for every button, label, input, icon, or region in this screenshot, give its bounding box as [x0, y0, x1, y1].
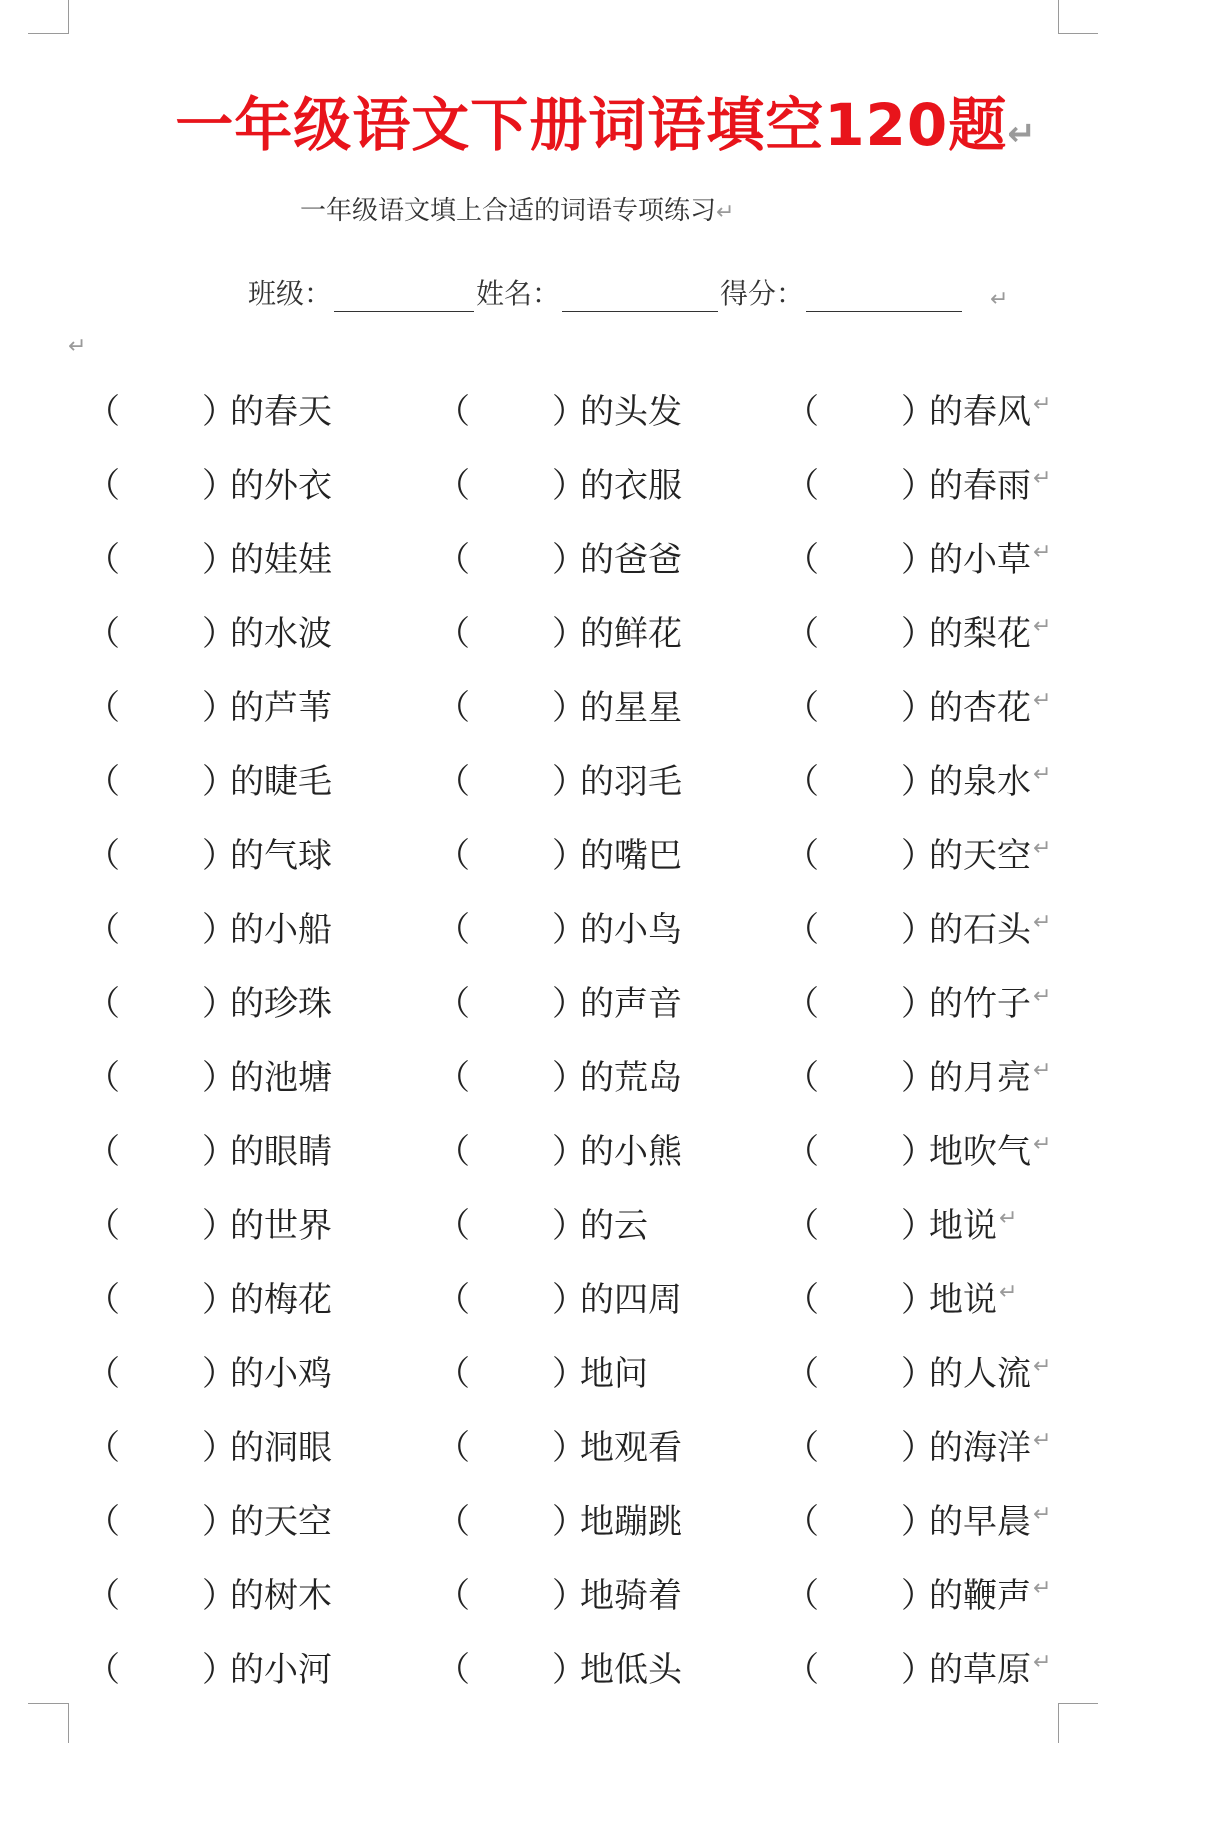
open-paren: （ — [86, 466, 120, 506]
crop-mark-top-right-h — [1058, 33, 1098, 34]
open-paren: （ — [436, 1132, 470, 1172]
target-word: 地蹦跳 — [580, 1502, 682, 1542]
target-word: 的云 — [580, 1206, 648, 1246]
target-word: 的池塘 — [230, 1058, 332, 1098]
paragraph-mark-icon: ↵ — [1033, 910, 1052, 935]
target-word: 地吹气 — [929, 1132, 1031, 1172]
target-word: 的小草 — [929, 540, 1031, 580]
target-word: 的草原 — [929, 1650, 1031, 1690]
target-word: 的珍珠 — [230, 984, 332, 1024]
target-word: 的芦苇 — [230, 688, 332, 728]
close-paren: ） — [901, 762, 935, 802]
target-word: 的春天 — [230, 392, 332, 432]
close-paren: ） — [202, 1280, 236, 1320]
close-paren: ） — [202, 1502, 236, 1542]
paragraph-mark-icon: ↵ — [1033, 1502, 1052, 1527]
target-word: 的四周 — [580, 1280, 682, 1320]
class-blank[interactable] — [334, 281, 474, 312]
close-paren: ） — [552, 910, 586, 950]
subtitle-text: 一年级语文填上合适的词语专项练习 — [300, 196, 717, 226]
open-paren: （ — [785, 392, 819, 432]
close-paren: ） — [901, 1206, 935, 1246]
paragraph-mark-icon: ↵ — [999, 1206, 1018, 1231]
open-paren: （ — [785, 466, 819, 506]
open-paren: （ — [436, 1206, 470, 1246]
open-paren: （ — [86, 1576, 120, 1616]
open-paren: （ — [785, 984, 819, 1024]
target-word: 的小船 — [230, 910, 332, 950]
target-word: 的衣服 — [580, 466, 682, 506]
open-paren: （ — [785, 1502, 819, 1542]
target-word: 的鲜花 — [580, 614, 682, 654]
close-paren: ） — [202, 762, 236, 802]
open-paren: （ — [436, 540, 470, 580]
open-paren: （ — [86, 1354, 120, 1394]
paragraph-mark-icon: ↵ — [1033, 1650, 1052, 1675]
close-paren: ） — [552, 1058, 586, 1098]
close-paren: ） — [202, 910, 236, 950]
close-paren: ） — [552, 1576, 586, 1616]
open-paren: （ — [436, 762, 470, 802]
paragraph-mark-icon: ↵ — [1033, 688, 1052, 713]
paragraph-mark-icon: ↵ — [999, 1280, 1018, 1305]
close-paren: ） — [901, 1502, 935, 1542]
close-paren: ） — [202, 836, 236, 876]
target-word: 的树木 — [230, 1576, 332, 1616]
crop-mark-bottom-left-h — [28, 1703, 68, 1704]
open-paren: （ — [86, 1280, 120, 1320]
open-paren: （ — [785, 910, 819, 950]
close-paren: ） — [552, 540, 586, 580]
crop-mark-bottom-right-h — [1058, 1703, 1098, 1704]
target-word: 地观看 — [580, 1428, 682, 1468]
open-paren: （ — [86, 762, 120, 802]
crop-mark-top-left-h — [28, 33, 68, 34]
open-paren: （ — [86, 688, 120, 728]
close-paren: ） — [552, 1280, 586, 1320]
close-paren: ） — [901, 1132, 935, 1172]
close-paren: ） — [552, 984, 586, 1024]
close-paren: ） — [901, 392, 935, 432]
target-word: 的人流 — [929, 1354, 1031, 1394]
close-paren: ） — [552, 1428, 586, 1468]
close-paren: ） — [202, 1428, 236, 1468]
open-paren: （ — [785, 1132, 819, 1172]
target-word: 的梅花 — [230, 1280, 332, 1320]
close-paren: ） — [552, 392, 586, 432]
open-paren: （ — [785, 1058, 819, 1098]
close-paren: ） — [202, 466, 236, 506]
open-paren: （ — [436, 1428, 470, 1468]
close-paren: ） — [202, 1650, 236, 1690]
target-word: 的娃娃 — [230, 540, 332, 580]
target-word: 的爸爸 — [580, 540, 682, 580]
close-paren: ） — [552, 1354, 586, 1394]
target-word: 的荒岛 — [580, 1058, 682, 1098]
open-paren: （ — [436, 1058, 470, 1098]
open-paren: （ — [436, 392, 470, 432]
score-label: 得分： — [720, 277, 805, 310]
close-paren: ） — [901, 1428, 935, 1468]
open-paren: （ — [436, 1650, 470, 1690]
open-paren: （ — [86, 540, 120, 580]
empty-paragraph-mark-icon: ↵ — [68, 334, 87, 359]
crop-mark-top-left-v — [68, 0, 69, 34]
open-paren: （ — [785, 1650, 819, 1690]
open-paren: （ — [785, 1280, 819, 1320]
close-paren: ） — [202, 1058, 236, 1098]
target-word: 的鞭声 — [929, 1576, 1031, 1616]
target-word: 的天空 — [929, 836, 1031, 876]
open-paren: （ — [785, 836, 819, 876]
open-paren: （ — [86, 1058, 120, 1098]
open-paren: （ — [86, 614, 120, 654]
paragraph-mark-icon: ↵ — [990, 287, 1009, 312]
open-paren: （ — [86, 1428, 120, 1468]
name-blank[interactable] — [562, 281, 718, 312]
close-paren: ） — [901, 688, 935, 728]
close-paren: ） — [901, 614, 935, 654]
target-word: 的梨花 — [929, 614, 1031, 654]
target-word: 的杏花 — [929, 688, 1031, 728]
crop-mark-top-right-v — [1058, 0, 1059, 34]
class-label: 班级： — [248, 277, 333, 310]
close-paren: ） — [552, 688, 586, 728]
open-paren: （ — [86, 1206, 120, 1246]
open-paren: （ — [436, 1502, 470, 1542]
target-word: 地说 — [929, 1280, 997, 1320]
open-paren: （ — [86, 392, 120, 432]
close-paren: ） — [901, 984, 935, 1024]
open-paren: （ — [86, 1650, 120, 1690]
paragraph-mark-icon: ↵ — [1033, 762, 1052, 787]
open-paren: （ — [785, 1428, 819, 1468]
target-word: 的海洋 — [929, 1428, 1031, 1468]
target-word: 的洞眼 — [230, 1428, 332, 1468]
open-paren: （ — [785, 762, 819, 802]
target-word: 的天空 — [230, 1502, 332, 1542]
close-paren: ） — [901, 1280, 935, 1320]
target-word: 的星星 — [580, 688, 682, 728]
paragraph-mark-icon: ↵ — [1033, 1576, 1052, 1601]
paragraph-mark-icon: ↵ — [1033, 1058, 1052, 1083]
close-paren: ） — [552, 836, 586, 876]
close-paren: ） — [901, 1576, 935, 1616]
worksheet-title — [0, 78, 1212, 162]
paragraph-mark-icon: ↵ — [1033, 540, 1052, 565]
open-paren: （ — [86, 836, 120, 876]
paragraph-mark-icon: ↵ — [1033, 466, 1052, 491]
close-paren: ） — [202, 688, 236, 728]
target-word: 的声音 — [580, 984, 682, 1024]
open-paren: （ — [436, 614, 470, 654]
close-paren: ） — [552, 1650, 586, 1690]
crop-mark-bottom-right-v — [1058, 1703, 1059, 1743]
target-word: 的小鸡 — [230, 1354, 332, 1394]
close-paren: ） — [552, 762, 586, 802]
open-paren: （ — [436, 836, 470, 876]
close-paren: ） — [552, 466, 586, 506]
open-paren: （ — [785, 1354, 819, 1394]
target-word: 的睫毛 — [230, 762, 332, 802]
open-paren: （ — [436, 466, 470, 506]
name-label: 姓名： — [476, 277, 561, 310]
open-paren: （ — [436, 1280, 470, 1320]
worksheet-subtitle — [300, 190, 734, 227]
target-word: 地问 — [580, 1354, 648, 1394]
target-word: 地骑着 — [580, 1576, 682, 1616]
close-paren: ） — [202, 1206, 236, 1246]
close-paren: ） — [202, 614, 236, 654]
close-paren: ） — [202, 1132, 236, 1172]
close-paren: ） — [901, 1354, 935, 1394]
target-word: 的竹子 — [929, 984, 1031, 1024]
target-word: 的小河 — [230, 1650, 332, 1690]
student-info-line — [248, 272, 1008, 312]
paragraph-mark-icon: ↵ — [716, 200, 735, 225]
close-paren: ） — [552, 1206, 586, 1246]
target-word: 的小鸟 — [580, 910, 682, 950]
target-word: 的外衣 — [230, 466, 332, 506]
close-paren: ） — [901, 540, 935, 580]
target-word: 的嘴巴 — [580, 836, 682, 876]
crop-mark-bottom-left-v — [68, 1703, 69, 1743]
title-text: 一年级语文下册词语填空120题 — [175, 91, 1008, 159]
paragraph-mark-icon: ↵ — [1033, 614, 1052, 639]
close-paren: ） — [202, 392, 236, 432]
target-word: 的水波 — [230, 614, 332, 654]
paragraph-mark-icon: ↵ — [1033, 1132, 1052, 1157]
target-word: 的早晨 — [929, 1502, 1031, 1542]
open-paren: （ — [785, 540, 819, 580]
open-paren: （ — [86, 984, 120, 1024]
close-paren: ） — [202, 1354, 236, 1394]
open-paren: （ — [785, 1206, 819, 1246]
open-paren: （ — [785, 614, 819, 654]
open-paren: （ — [86, 1502, 120, 1542]
close-paren: ） — [202, 1576, 236, 1616]
close-paren: ） — [202, 540, 236, 580]
open-paren: （ — [436, 1354, 470, 1394]
target-word: 的气球 — [230, 836, 332, 876]
target-word: 地低头 — [580, 1650, 682, 1690]
open-paren: （ — [86, 910, 120, 950]
target-word: 地说 — [929, 1206, 997, 1246]
open-paren: （ — [436, 1576, 470, 1616]
target-word: 的月亮 — [929, 1058, 1031, 1098]
target-word: 的春雨 — [929, 466, 1031, 506]
close-paren: ） — [202, 984, 236, 1024]
close-paren: ） — [901, 910, 935, 950]
close-paren: ） — [901, 466, 935, 506]
target-word: 的世界 — [230, 1206, 332, 1246]
open-paren: （ — [86, 1132, 120, 1172]
target-word: 的泉水 — [929, 762, 1031, 802]
paragraph-mark-icon: ↵ — [1033, 1428, 1052, 1453]
paragraph-mark-icon: ↵ — [1007, 114, 1037, 154]
open-paren: （ — [436, 984, 470, 1024]
paragraph-mark-icon: ↵ — [1033, 392, 1052, 417]
open-paren: （ — [785, 688, 819, 728]
close-paren: ） — [901, 1650, 935, 1690]
open-paren: （ — [436, 910, 470, 950]
target-word: 的羽毛 — [580, 762, 682, 802]
target-word: 的春风 — [929, 392, 1031, 432]
close-paren: ） — [901, 1058, 935, 1098]
close-paren: ） — [552, 614, 586, 654]
open-paren: （ — [785, 1576, 819, 1616]
paragraph-mark-icon: ↵ — [1033, 1354, 1052, 1379]
target-word: 的石头 — [929, 910, 1031, 950]
close-paren: ） — [901, 836, 935, 876]
close-paren: ） — [552, 1132, 586, 1172]
paragraph-mark-icon: ↵ — [1033, 984, 1052, 1009]
close-paren: ） — [552, 1502, 586, 1542]
target-word: 的头发 — [580, 392, 682, 432]
target-word: 的小熊 — [580, 1132, 682, 1172]
score-blank[interactable] — [806, 281, 962, 312]
paragraph-mark-icon: ↵ — [1033, 836, 1052, 861]
target-word: 的眼睛 — [230, 1132, 332, 1172]
open-paren: （ — [436, 688, 470, 728]
